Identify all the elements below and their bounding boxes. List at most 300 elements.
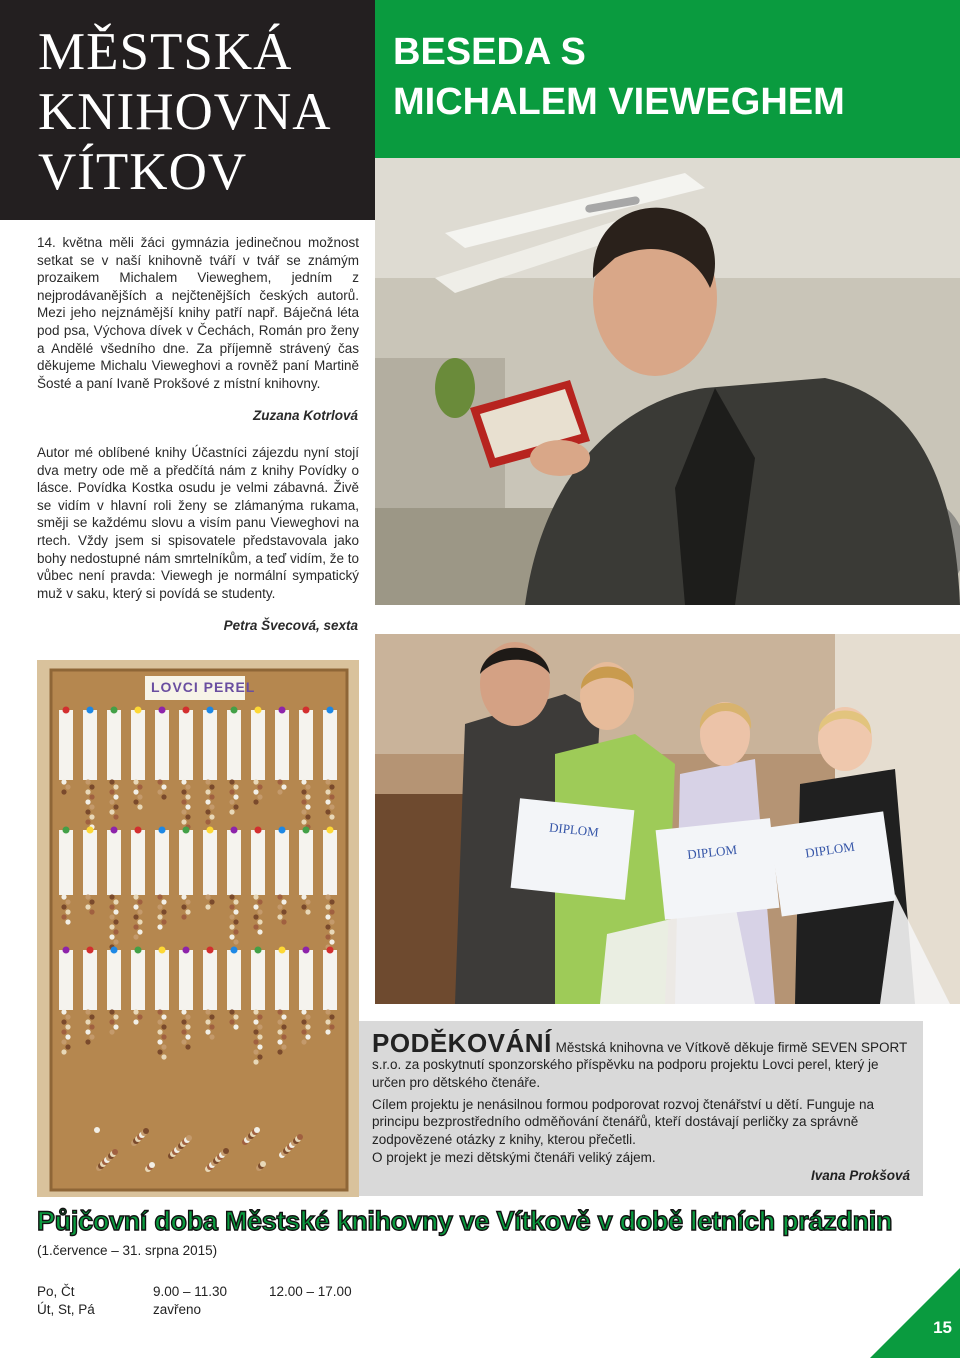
pin (255, 707, 262, 714)
bead (325, 934, 330, 939)
bead (325, 924, 330, 929)
bead (229, 1019, 234, 1024)
bead (113, 1014, 118, 1019)
bead (233, 929, 238, 934)
bead (277, 914, 282, 919)
bead (137, 919, 142, 924)
pin (279, 827, 286, 834)
bead (281, 919, 286, 924)
bead (301, 799, 306, 804)
photo-author-with-children (375, 634, 960, 1004)
banner-line-2: MICHALEM VIEWEGHEM (393, 81, 845, 123)
bead (229, 934, 234, 939)
bead (325, 904, 330, 909)
bead (161, 1044, 166, 1049)
bead (223, 1148, 229, 1154)
bead (233, 1014, 238, 1019)
bead (133, 779, 138, 784)
hours-row-1-days: Po, Čt (37, 1284, 75, 1299)
bead (257, 909, 262, 914)
bead (233, 1024, 238, 1029)
pin (183, 947, 190, 954)
bead (133, 1009, 138, 1014)
bead (301, 1039, 306, 1044)
bead (112, 1149, 118, 1155)
bead (205, 1009, 210, 1014)
bead (109, 934, 114, 939)
bead (89, 1024, 94, 1029)
bead (301, 904, 306, 909)
pin (87, 827, 94, 834)
bead (85, 799, 90, 804)
bead (257, 1054, 262, 1059)
bead (65, 1034, 70, 1039)
bead (161, 1054, 166, 1059)
bead (181, 1019, 186, 1024)
article-banner (375, 0, 960, 158)
article-paragraph-1: 14. května měli žáci gymnázia jedinečnou možnost setkat se v naší knihovně tváří v tvář se známým prozaikem Michalem Vieweghem, jedním z nejprodávanějších a nejčtenějších českých autorů. Mezi jeho nejznámější knihy patří např. Báječná léta pod psa, Výchova dívek v Čechách, Román pro ženy a Andělé všedního dne. Za příjemně strávený čas děkujeme Michalu Vieweghovi a rovněž paní Martině Šosté a paní Ivaně Prokšové z místní knihovny. (37, 235, 359, 391)
pin (327, 707, 334, 714)
bead (65, 1014, 70, 1019)
bead (253, 779, 258, 784)
bead (157, 1049, 162, 1054)
title-line-3: VÍTKOV (38, 143, 248, 201)
name-card (59, 830, 73, 895)
bead (89, 1034, 94, 1039)
pin (303, 947, 310, 954)
name-card (155, 950, 169, 1010)
bead (305, 899, 310, 904)
name-card (107, 830, 121, 895)
bead (61, 1019, 66, 1024)
bead (325, 809, 330, 814)
bead (229, 779, 234, 784)
bead (205, 1019, 210, 1024)
bead (85, 809, 90, 814)
bead (253, 1019, 258, 1024)
bead (253, 914, 258, 919)
signature-1: Zuzana Kotrlová (252, 408, 358, 423)
bead (185, 1044, 190, 1049)
bead (133, 934, 138, 939)
bead (89, 804, 94, 809)
name-card (83, 710, 97, 780)
bead (209, 1034, 214, 1039)
diploma-1-label: DIPLOM (548, 819, 600, 840)
bead (281, 1044, 286, 1049)
bead (161, 919, 166, 924)
bead (329, 899, 334, 904)
bead (329, 804, 334, 809)
pin (231, 947, 238, 954)
bead (209, 814, 214, 819)
bead (109, 799, 114, 804)
pin (303, 707, 310, 714)
bead (257, 1014, 262, 1019)
bead (85, 1019, 90, 1024)
bead (133, 1019, 138, 1024)
bead (281, 1034, 286, 1039)
name-card (107, 710, 121, 780)
name-card (251, 950, 265, 1010)
bead (109, 779, 114, 784)
bead (233, 919, 238, 924)
bead (113, 784, 118, 789)
bead (253, 1049, 258, 1054)
thanks-text-3: O projekt je mezi dětskými čtenáři veliký zájem. (372, 1150, 656, 1165)
bead (157, 1009, 162, 1014)
bead (137, 784, 142, 789)
bead (113, 899, 118, 904)
bead (65, 1024, 70, 1029)
bead (277, 779, 282, 784)
pin (87, 947, 94, 954)
bead (157, 789, 162, 794)
bead (205, 799, 210, 804)
pin (303, 827, 310, 834)
bead (137, 909, 142, 914)
name-card (323, 950, 337, 1010)
bead (233, 909, 238, 914)
bead (94, 1127, 100, 1133)
bead (281, 784, 286, 789)
bead (277, 894, 282, 899)
bead (109, 809, 114, 814)
bead (85, 819, 90, 824)
pin (159, 827, 166, 834)
bead (113, 794, 118, 799)
bead (113, 939, 118, 944)
bead (185, 899, 190, 904)
bead (157, 924, 162, 929)
bead (301, 1029, 306, 1034)
hours-title: Půjčovní doba Městské knihovny ve Vítkově v době letních prázdnin (37, 1206, 893, 1236)
bead (305, 784, 310, 789)
bead (281, 899, 286, 904)
bead (185, 794, 190, 799)
bead (181, 1039, 186, 1044)
bead (161, 909, 166, 914)
bead (209, 794, 214, 799)
bead (233, 784, 238, 789)
bead (113, 804, 118, 809)
bead (181, 799, 186, 804)
name-card (107, 950, 121, 1010)
pin (255, 947, 262, 954)
bead (65, 1044, 70, 1049)
library-title-block (0, 0, 375, 220)
bead (89, 814, 94, 819)
bead (305, 1014, 310, 1019)
name-card (251, 830, 265, 895)
title-line-2: KNIHOVNA (38, 83, 332, 141)
bead (305, 804, 310, 809)
bead (89, 794, 94, 799)
bead (205, 819, 210, 824)
bead (301, 779, 306, 784)
bead (181, 789, 186, 794)
bead (329, 939, 334, 944)
bead (254, 1127, 260, 1133)
bead (157, 914, 162, 919)
bead (113, 1024, 118, 1029)
bead (257, 1044, 262, 1049)
bead (181, 914, 186, 919)
bead (113, 929, 118, 934)
bead (157, 1019, 162, 1024)
name-card (59, 950, 73, 1010)
bead (113, 919, 118, 924)
bead (133, 904, 138, 909)
thanks-box (359, 1021, 923, 1196)
name-card (179, 950, 193, 1010)
pin (279, 707, 286, 714)
bead (181, 819, 186, 824)
bead (281, 1024, 286, 1029)
bead (257, 1034, 262, 1039)
bead (229, 789, 234, 794)
bead (185, 804, 190, 809)
photo-bead-board (37, 660, 359, 1197)
bead (277, 1049, 282, 1054)
bead (257, 794, 262, 799)
bead (253, 894, 258, 899)
bead (305, 794, 310, 799)
pin (111, 947, 118, 954)
bead (260, 1161, 266, 1167)
bead (137, 899, 142, 904)
bead (137, 1014, 142, 1019)
bead (85, 1009, 90, 1014)
bead (229, 914, 234, 919)
bead (185, 1034, 190, 1039)
bead (329, 909, 334, 914)
name-card (203, 950, 217, 1010)
bead (257, 899, 262, 904)
bead (89, 784, 94, 789)
bead (161, 1024, 166, 1029)
bead (301, 809, 306, 814)
bead (61, 894, 66, 899)
bead (85, 894, 90, 899)
bead (61, 789, 66, 794)
name-card (155, 710, 169, 780)
bead (305, 1034, 310, 1039)
bead (185, 909, 190, 914)
name-card (155, 830, 169, 895)
bead (325, 789, 330, 794)
bead (329, 919, 334, 924)
bead (85, 1029, 90, 1034)
bead (277, 1039, 282, 1044)
bead (113, 814, 118, 819)
name-card (59, 710, 73, 780)
bead (325, 894, 330, 899)
bead (161, 794, 166, 799)
bead (61, 914, 66, 919)
bead (65, 899, 70, 904)
bead (253, 789, 258, 794)
page-corner (870, 1268, 960, 1358)
bead (109, 789, 114, 794)
bead (253, 904, 258, 909)
bead (329, 929, 334, 934)
bead (209, 1024, 214, 1029)
bead (305, 814, 310, 819)
name-card (203, 710, 217, 780)
bead (253, 924, 258, 929)
bead (229, 809, 234, 814)
bead (205, 779, 210, 784)
bead (301, 819, 306, 824)
pin (183, 707, 190, 714)
bead (161, 1014, 166, 1019)
bead (89, 909, 94, 914)
bead (109, 1019, 114, 1024)
bead (305, 909, 310, 914)
bead (277, 789, 282, 794)
hours-period: (1.července – 31. srpna 2015) (37, 1243, 218, 1258)
bead (301, 1009, 306, 1014)
bead (157, 1029, 162, 1034)
bead (253, 799, 258, 804)
name-card (83, 830, 97, 895)
hours-row-2-morning: zavřeno (153, 1302, 202, 1317)
bead (109, 1029, 114, 1034)
bead (253, 1059, 258, 1064)
bead (161, 1034, 166, 1039)
name-card (323, 710, 337, 780)
bead (257, 929, 262, 934)
pin (279, 947, 286, 954)
bead (229, 894, 234, 899)
bead (305, 1024, 310, 1029)
bead (329, 794, 334, 799)
bead (205, 904, 210, 909)
bead (301, 894, 306, 899)
bead (209, 804, 214, 809)
thanks-title: PODĚKOVÁNÍ (372, 1028, 552, 1058)
pin (231, 827, 238, 834)
bead (209, 899, 214, 904)
bead (181, 779, 186, 784)
bead (277, 1009, 282, 1014)
name-card (131, 710, 145, 780)
pin (183, 827, 190, 834)
name-card (299, 710, 313, 780)
bead (109, 914, 114, 919)
hours-row-2-days: Út, St, Pá (37, 1302, 95, 1317)
bead (85, 904, 90, 909)
bead (65, 909, 70, 914)
pin (63, 707, 70, 714)
thanks-text-1: Městská knihovna ve Vítkově děkuje firmě SEVEN SPORT s.r.o. za poskytnutí sponzorského příspěvku na podporu projektu Lovci perel, který je určen pro dětského čtenáře. (372, 1040, 907, 1090)
name-card (275, 710, 289, 780)
bead (277, 1019, 282, 1024)
bead (181, 1009, 186, 1014)
bead (205, 1029, 210, 1034)
bead (157, 894, 162, 899)
bead (229, 924, 234, 929)
bead (325, 799, 330, 804)
pin (207, 827, 214, 834)
bead (277, 1029, 282, 1034)
pin (327, 947, 334, 954)
bead (109, 894, 114, 899)
title-line-1: MĚSTSKÁ (38, 23, 293, 81)
bead (109, 924, 114, 929)
bead (109, 904, 114, 909)
bead (185, 784, 190, 789)
bead (329, 814, 334, 819)
name-card (131, 950, 145, 1010)
bead (301, 789, 306, 794)
bead (181, 904, 186, 909)
bead (133, 789, 138, 794)
name-card (299, 830, 313, 895)
pin (63, 947, 70, 954)
bead (61, 904, 66, 909)
page-number: 15 (933, 1318, 952, 1337)
article-paragraph-2: Autor mé oblíbené knihy Účastníci zájezdu nyní stojí dva metry ode mě a předčítá nám z knihy Povídky o lásce. Povídka Kostka osudu je velmi zábavná. Živě se vidím v hlavní roli ženy se zlámanýma rukama, směji se každému slovu a visím panu Vieweghovi na rtech. Vždy jsem si spisovatele představovala jako bohy nedostupné nám smrtelníkům, a teď vidím, že to vůbec není pravda: Viewegh je normální sympatický muž v saku, který si povídá se studenty. (37, 445, 359, 601)
bead (161, 899, 166, 904)
bead (329, 784, 334, 789)
bead (233, 899, 238, 904)
thanks-text-2: Cílem projektu je nenásilnou formou podporovat rozvoj čtenářství u dětí. Funguje na principu bezprostředního odměňování čtenářů, kteří dostávají perličky za správně zodpovězené otázky z knihy, kterou přečetli. (372, 1097, 875, 1147)
bead (205, 789, 210, 794)
photo-author-reading (375, 158, 960, 605)
pin (87, 707, 94, 714)
bead (61, 1049, 66, 1054)
bead (329, 1024, 334, 1029)
bead (157, 779, 162, 784)
pin (135, 707, 142, 714)
bead (257, 919, 262, 924)
bead (205, 809, 210, 814)
bead (149, 1162, 155, 1168)
bead (301, 1019, 306, 1024)
bead (133, 894, 138, 899)
board-sign: LOVCI PEREL (151, 679, 256, 695)
bead (325, 914, 330, 919)
bead (85, 789, 90, 794)
bead (281, 909, 286, 914)
bead (185, 1024, 190, 1029)
hours-row-1-afternoon: 12.00 – 17.00 (269, 1284, 352, 1299)
pin (159, 707, 166, 714)
bead (185, 1014, 190, 1019)
bead (205, 894, 210, 899)
name-card (179, 830, 193, 895)
bead (209, 1014, 214, 1019)
bead (109, 1009, 114, 1014)
bead (61, 1029, 66, 1034)
banner-line-1: BESEDA S (393, 31, 586, 73)
pin (111, 827, 118, 834)
pin (207, 947, 214, 954)
hours-row-1-morning: 9.00 – 11.30 (153, 1284, 228, 1299)
name-card (227, 950, 241, 1010)
pin (207, 707, 214, 714)
bead (185, 814, 190, 819)
bead (157, 904, 162, 909)
bead (325, 1019, 330, 1024)
bead (137, 794, 142, 799)
name-card (275, 950, 289, 1010)
bead (297, 1134, 303, 1140)
bead (277, 904, 282, 909)
diploma-2-label: DIPLOM (686, 841, 738, 862)
